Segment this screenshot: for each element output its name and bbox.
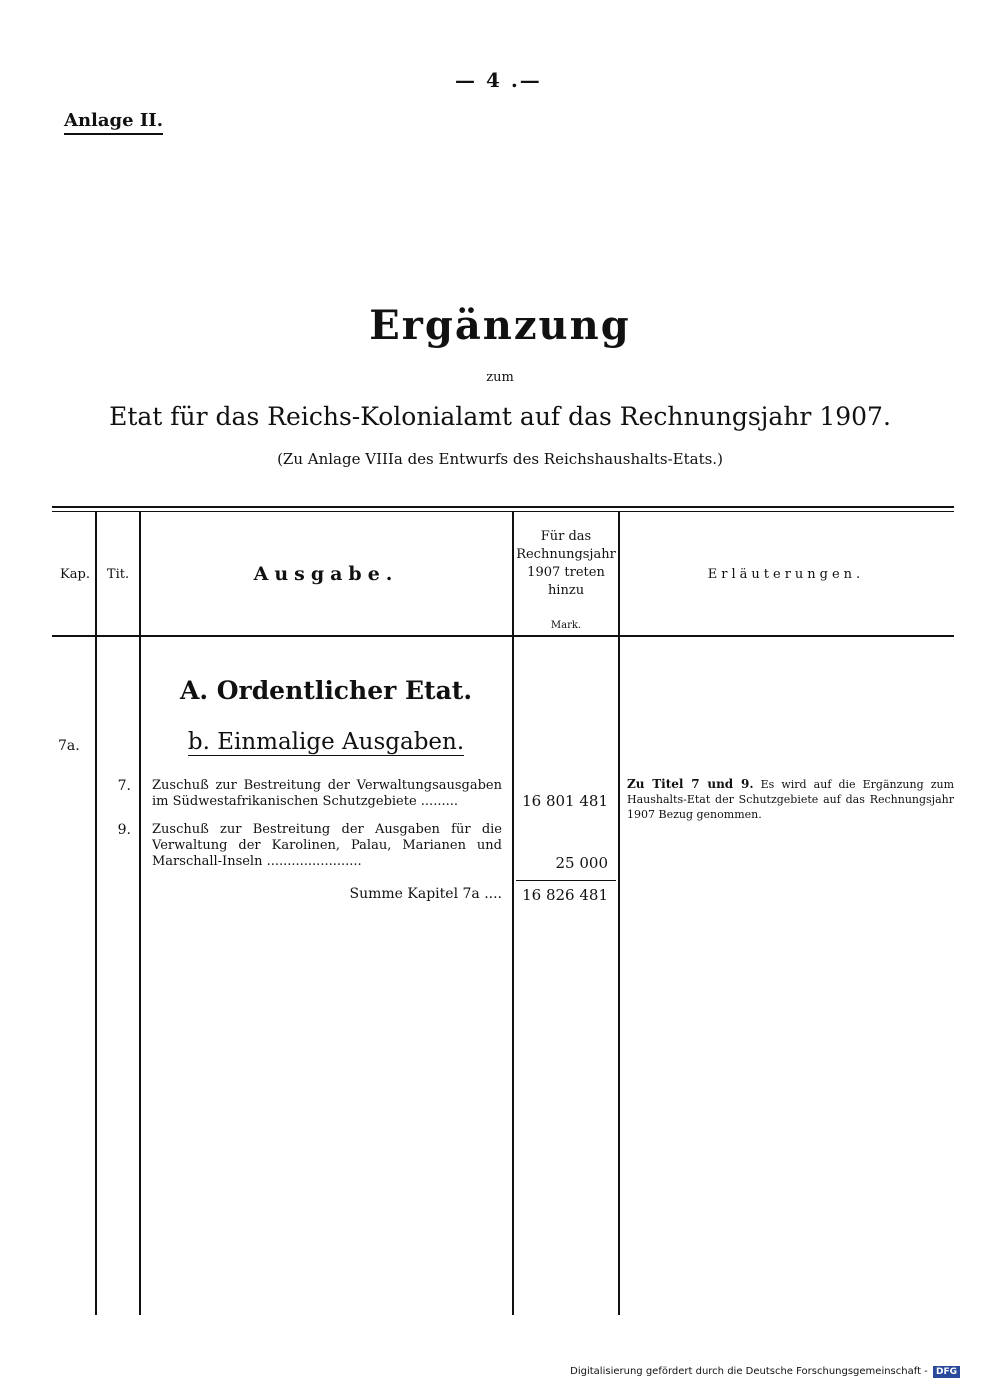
table-row-amount: 25 000 xyxy=(555,854,608,872)
column-divider-tit xyxy=(139,512,141,1315)
column-header-unit: Mark. xyxy=(550,620,582,631)
kapitel-number: 7a. xyxy=(58,738,80,754)
column-header-ausgabe: Ausgabe. xyxy=(253,563,399,585)
section-heading-b xyxy=(140,729,512,755)
column-header-tit: Tit. xyxy=(106,567,130,582)
page-subtitle: Etat für das Reichs-Kolonialamt auf das Rechnungsjahr 1907. xyxy=(109,402,891,431)
sum-amount: 16 826 481 xyxy=(522,886,608,904)
sum-rule xyxy=(516,880,616,881)
table-top-rule xyxy=(52,506,954,508)
column-header-notes: Erläuterungen. xyxy=(707,567,865,582)
page-subnote: (Zu Anlage VIIIa des Entwurfs des Reichshaushalts-Etats.) xyxy=(277,450,723,468)
sum-label: Summe Kapitel 7a .... xyxy=(349,886,502,902)
column-divider-ausgabe xyxy=(512,512,514,1315)
explanation-note-text: Es wird auf die Ergänzung zum Haushalts-Etat der Schutzgebiete auf das Rechnungsjahr 1907 Bezug genommen. xyxy=(627,778,955,821)
page-title: Ergänzung xyxy=(369,302,631,349)
table-row-description: Zuschuß zur Bestreitung der Ausgaben für die Verwaltung der Karolinen, Palau, Marianen und Marschall-Inseln ....................... xyxy=(152,822,502,869)
column-divider-amount xyxy=(618,512,620,1315)
column-header-amount: Für das Rechnungsjahr 1907 treten hinzu xyxy=(516,529,616,598)
page-number: — 4 .— xyxy=(455,68,542,92)
column-header-kap: Kap. xyxy=(60,567,90,582)
explanation-note-lead: Zu Titel 7 und 9. xyxy=(627,777,754,791)
digitization-footer xyxy=(570,1366,960,1378)
column-divider-kap xyxy=(95,512,97,1315)
table-header-rule xyxy=(52,635,954,637)
table-row-tit: 7. xyxy=(117,778,131,794)
section-heading-a: A. Ordentlicher Etat. xyxy=(179,676,473,705)
annex-label: Anlage II. xyxy=(64,110,163,135)
title-connector: zum xyxy=(486,370,514,385)
footer-text: Digitalisierung gefördert durch die Deutsche Forschungsgemeinschaft - xyxy=(570,1366,928,1377)
section-heading-b-text: b. Einmalige Ausgaben. xyxy=(187,729,465,755)
dfg-logo-icon: DFG xyxy=(933,1366,960,1378)
explanation-note xyxy=(627,777,954,822)
table-row-tit: 9. xyxy=(117,822,131,838)
table-row-description: Zuschuß zur Bestreitung der Verwaltungsausgaben im Südwestafrikanischen Schutzgebiete ......... xyxy=(152,778,502,809)
table-top-rule-thin xyxy=(52,511,954,512)
table-row-amount: 16 801 481 xyxy=(522,792,608,810)
